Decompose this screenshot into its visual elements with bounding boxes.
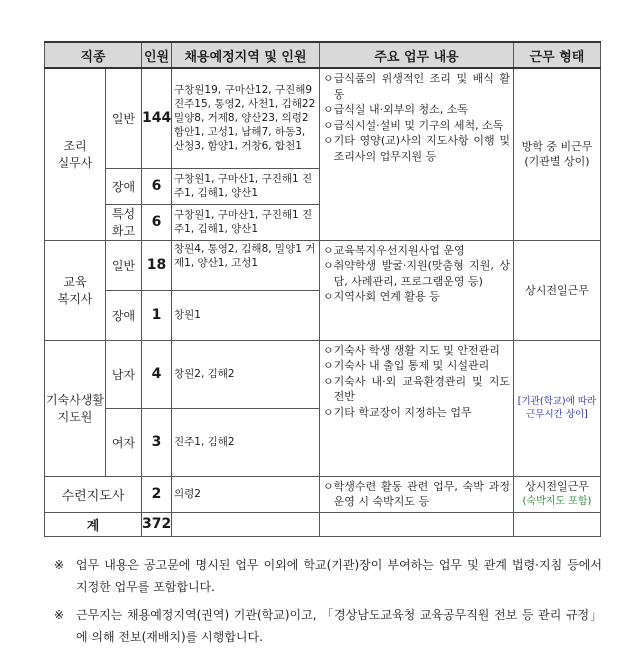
header-duties: 주요 업무 내용: [320, 42, 514, 68]
header-work: 근무 형태: [514, 42, 601, 68]
duties-dorm: [320, 340, 514, 476]
footnote: [54, 554, 602, 598]
job-name-line: 교육: [63, 275, 87, 289]
duties-welfare: [320, 240, 514, 340]
footnote: [54, 604, 602, 648]
duty-item: ㅇ 급식시설·설비 및 기구의 세척, 소독: [323, 118, 504, 132]
region-cell: 의령2: [172, 476, 320, 512]
total-count: 372: [142, 512, 172, 536]
job-welfare: [45, 240, 106, 340]
sub-type-line: 화고: [111, 224, 136, 238]
region-cell: 창원1: [172, 290, 320, 340]
table-row: [45, 340, 601, 408]
region-cell: 진주1, 김해2: [172, 408, 320, 476]
duty-item: ㅇ 교육복지우선지원사업 운영: [323, 243, 465, 257]
note-text: 근무지는 채용예정지역(권역) 기관(학교)이고, 「경상남도교육청 교육공무직원 전보 등 관리 규정」에 의해 전보(재배치)를 시행합니다.: [76, 608, 602, 644]
region-cell: 구창원1, 구마산1, 구진해1 진주1, 김해1, 양산1: [172, 168, 320, 204]
sub-type: 일반: [106, 240, 142, 290]
duty-item: ㅇ 학생수련 활동 관련 업무, 숙박 과정 운영 시 숙박지도 등: [323, 479, 510, 508]
job-name-line: 기숙사생활: [46, 393, 104, 407]
work-welfare: 상시전일근무: [514, 240, 601, 340]
footnotes: [54, 554, 602, 654]
sub-type: 남자: [106, 340, 142, 408]
note-mark: ※: [54, 558, 65, 572]
count-cell: 6: [142, 204, 172, 240]
count-cell: 1: [142, 290, 172, 340]
duty-item: ㅇ 급식품의 위생적인 조리 및 배식 활동: [323, 72, 510, 101]
header-count: 인원: [142, 42, 172, 68]
sub-type: 여자: [106, 408, 142, 476]
job-name-line: 조리: [63, 139, 87, 154]
job-dorm: [45, 340, 106, 476]
job-name-line: 실무사: [57, 156, 93, 171]
work-note: (숙박지도 포함): [522, 496, 592, 507]
count-cell: 144: [142, 68, 172, 168]
region-cell: 구창원19, 구마산12, 구진해9 진주15, 통영2, 사천1, 김해22 밀양8, 거제8, 양산23, 의령2 함안1, 고성1, 남해7, 하동3, 산청3, 함양1, 거창6, 합천1: [172, 68, 320, 168]
empty-cell: [514, 512, 601, 536]
sub-type: 장애: [106, 168, 142, 204]
job-trainer: 수련지도사: [45, 476, 142, 512]
region-cell: 구창원1, 구마산1, 구진해1 진주1, 김해1, 양산1: [172, 204, 320, 240]
table-row: [45, 476, 601, 512]
duty-item: ㅇ 기타 학교장이 지정하는 업무: [323, 405, 472, 419]
count-cell: 2: [142, 476, 172, 512]
total-label: 계: [45, 512, 142, 536]
job-name-line: 지도원: [57, 410, 93, 424]
sub-type-line: 특성: [111, 207, 136, 221]
duties-trainer: [320, 476, 514, 512]
duty-item: ㅇ 급식실 내·외부의 청소, 소독: [323, 103, 469, 116]
note-mark: ※: [54, 608, 65, 622]
empty-cell: [172, 512, 320, 536]
sub-type: 장애: [106, 290, 142, 340]
duty-item: ㅇ 기숙사 학생 생활 지도 및 안전관리: [323, 343, 500, 357]
header-region: 채용예정지역 및 인원: [172, 42, 320, 68]
work-trainer: [514, 476, 601, 512]
header-row: [45, 42, 601, 68]
note-text: 업무 내용은 공고문에 명시된 업무 이외에 학교(기관)장이 부여하는 업무 및 관계 법령·지침 등에서 지정한 업무를 포함합니다.: [76, 558, 602, 594]
count-cell: 18: [142, 240, 172, 290]
job-cook: [45, 68, 106, 240]
sub-type: 일반: [106, 68, 142, 168]
work-dorm: [기관(학교)에 따라 근무시간 상이]: [514, 340, 601, 476]
count-cell: 3: [142, 408, 172, 476]
region-cell: 창원4, 통영2, 김해8, 밀양1 거제1, 양산1, 고성1: [172, 240, 320, 290]
count-cell: 4: [142, 340, 172, 408]
duty-item: ㅇ 취약학생 발굴·지원(맞춤형 지원, 상담, 사례관리, 프로그램운영 등): [323, 259, 510, 288]
duty-item: ㅇ 기숙사 내·외 교육환경관리 및 지도 전반: [323, 374, 510, 403]
work-label: 상시전일근무: [525, 480, 589, 493]
count-cell: 6: [142, 168, 172, 204]
sub-type: [106, 204, 142, 240]
duties-cook: [320, 68, 514, 240]
duty-item: ㅇ 기숙사 내 출입 통제 및 시설관리: [323, 359, 490, 372]
recruitment-table: [44, 41, 601, 537]
work-cook: 방학 중 비근무 (기관별 상이): [514, 68, 601, 240]
region-cell: 창원2, 김해2: [172, 340, 320, 408]
total-row: [45, 512, 601, 536]
table-row: [45, 68, 601, 168]
empty-cell: [320, 512, 514, 536]
duty-item: ㅇ 기타 영양(교)사의 지도사항 이행 및 조리사의 업무지원 등: [323, 134, 510, 163]
duty-item: ㅇ 지역사회 연계 활용 등: [323, 290, 440, 303]
header-job: 직종: [45, 42, 142, 68]
table-row: [45, 240, 601, 290]
job-name-line: 복지사: [57, 292, 93, 306]
